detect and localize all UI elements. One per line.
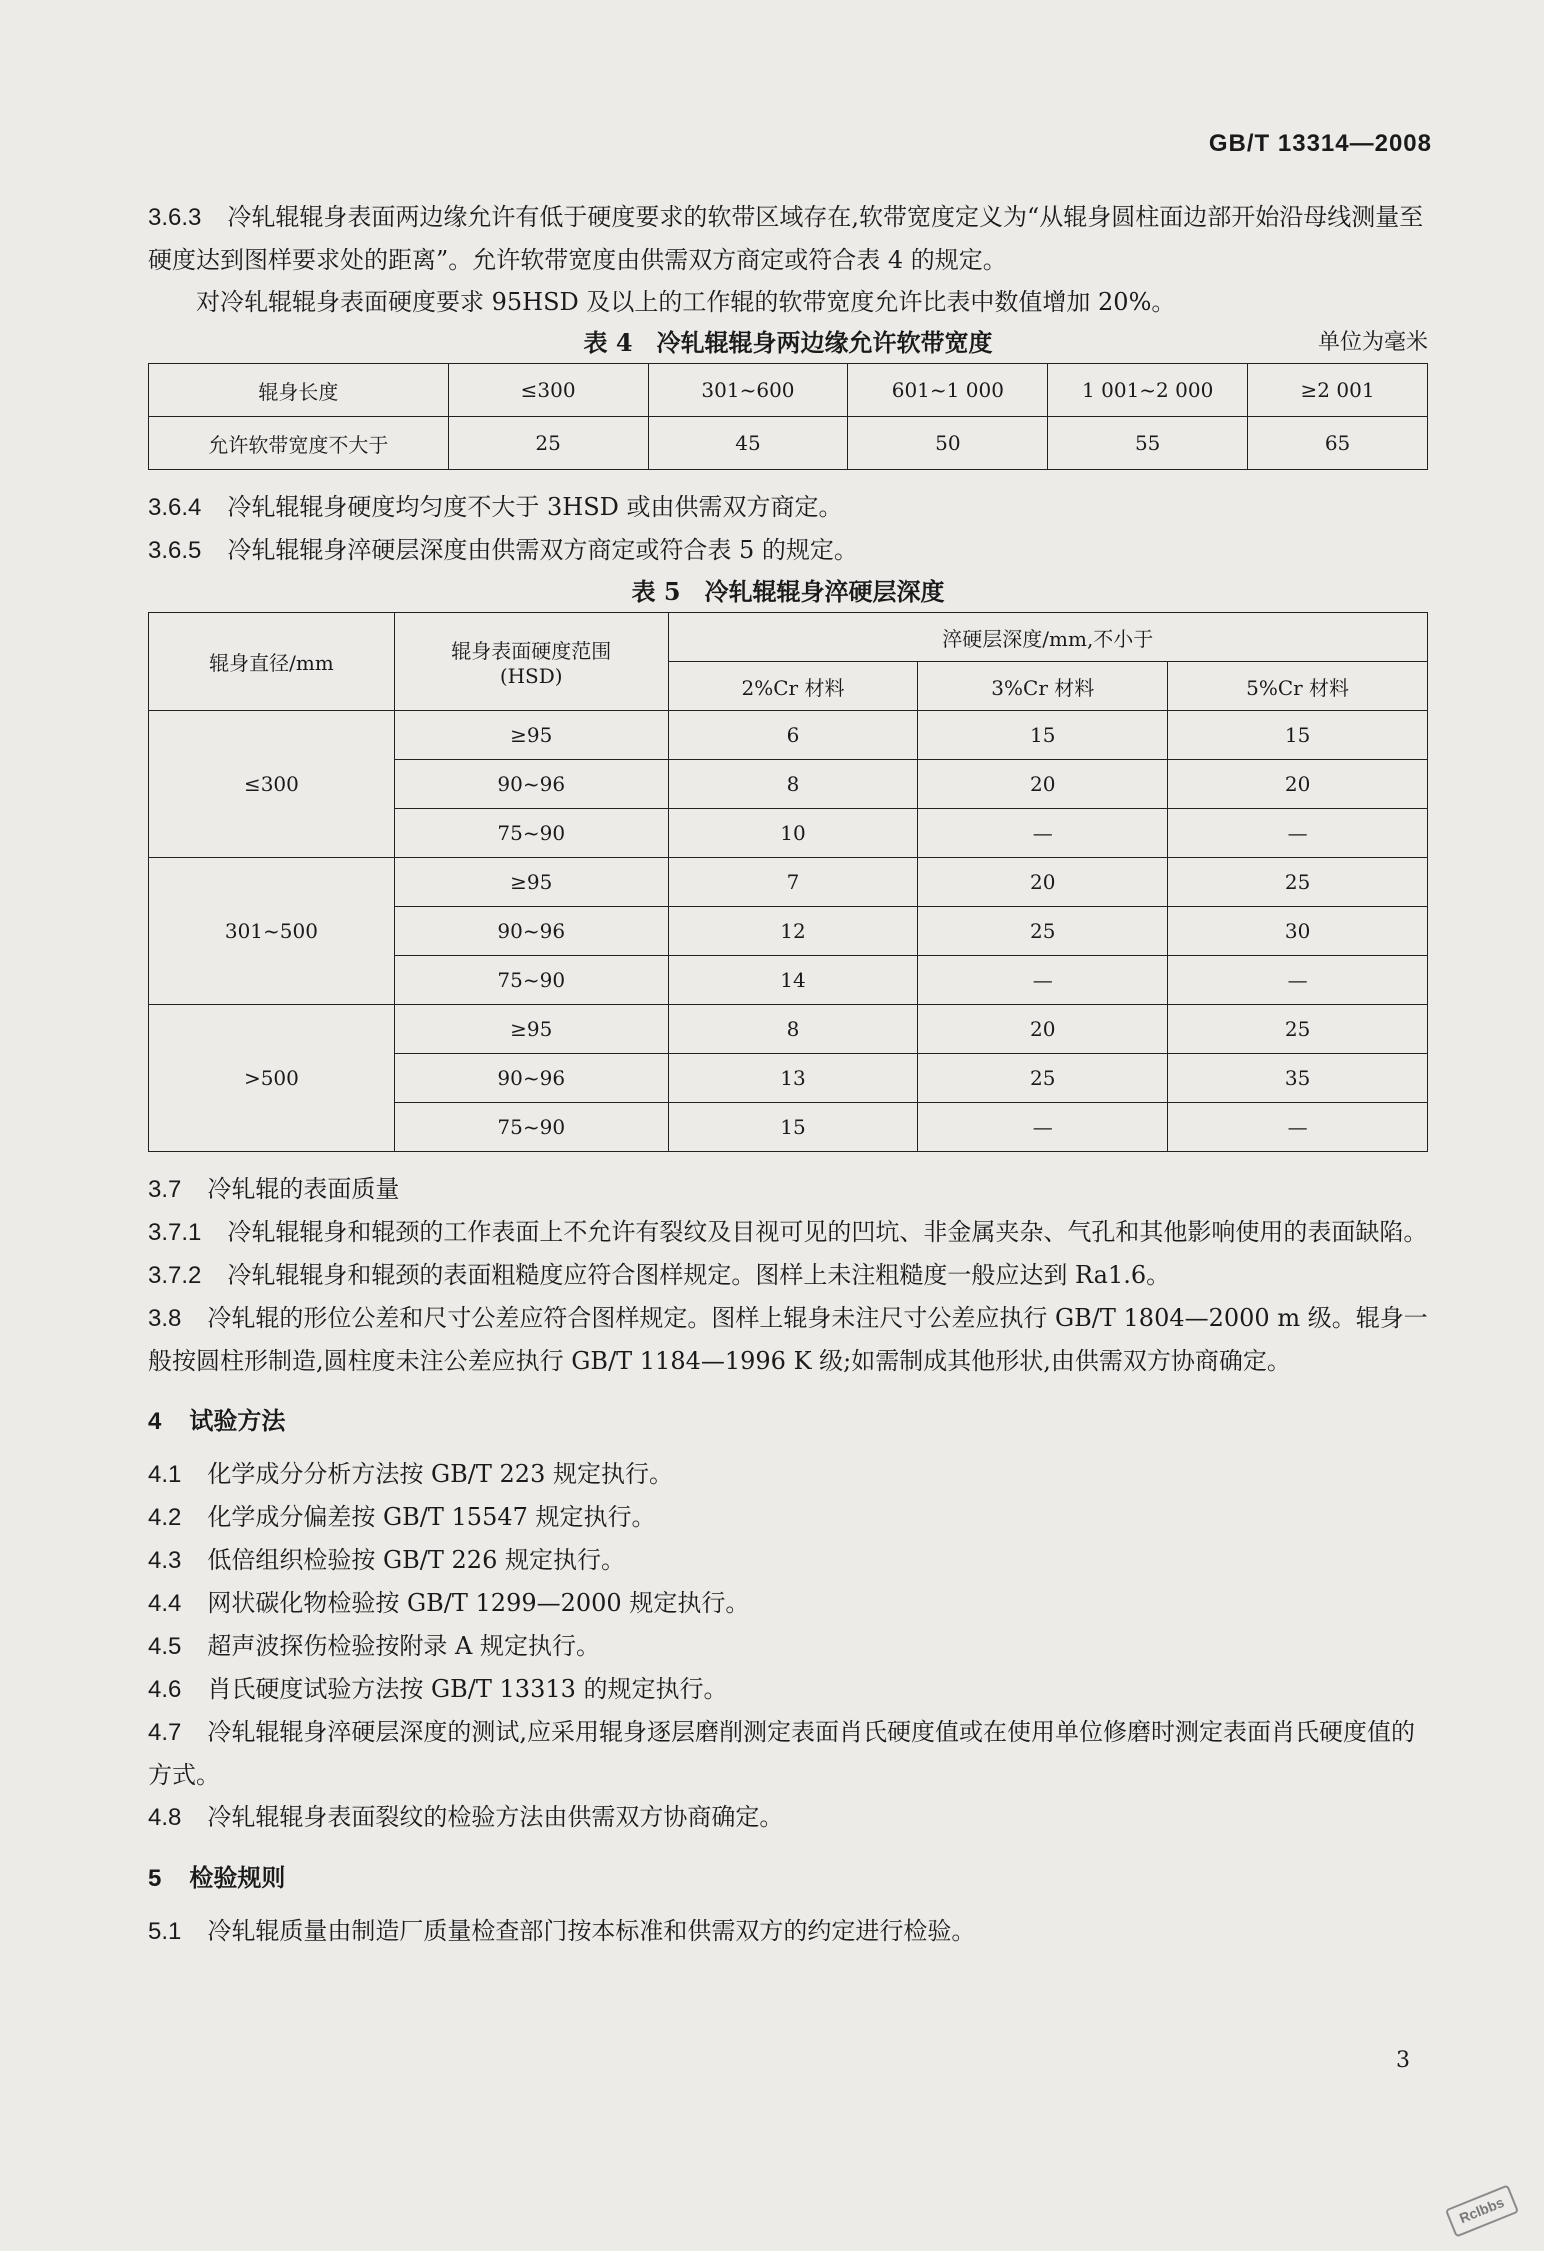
table5-body [149, 711, 1428, 1152]
clause-number: 3.8 [148, 1305, 182, 1332]
page-number: 3 [1396, 2048, 1410, 2073]
clause-3-7-1 [148, 1211, 1428, 1254]
table-cell: — [1168, 956, 1428, 1005]
clause-text: 冷轧辊辊身淬硬层深度由供需双方商定或符合表 5 的规定。 [227, 536, 858, 564]
table-cell: 15 [1168, 711, 1428, 760]
clause-4-6 [148, 1668, 1428, 1711]
table-cell: 75~90 [394, 956, 668, 1005]
clause-text: 低倍组织检验按 GB/T 226 规定执行。 [207, 1546, 625, 1574]
table-cell: 15 [918, 711, 1168, 760]
clause-text: 冷轧辊辊身淬硬层深度的测试,应采用辊身逐层磨削测定表面肖氏硬度值或在使用单位修磨时测定表面肖氏硬度值的方式。 [148, 1718, 1416, 1789]
table5-header-cr3: 3%Cr 材料 [918, 662, 1168, 711]
clause-text: 冷轧辊辊身表面裂纹的检验方法由供需双方协商确定。 [207, 1803, 784, 1831]
section-title: 检验规则 [189, 1863, 286, 1892]
table-cell: ≤300 [448, 364, 648, 417]
clause-number: 4.3 [148, 1547, 182, 1574]
table-cell: 55 [1048, 417, 1248, 470]
clause-number: 4.5 [148, 1633, 182, 1660]
table-cell: 90~96 [394, 1054, 668, 1103]
table-cell: 25 [1168, 858, 1428, 907]
table-cell: 301~600 [648, 364, 848, 417]
table5-header-depth: 淬硬层深度/mm,不小于 [668, 613, 1427, 662]
table-cell: 15 [668, 1103, 918, 1152]
table-cell: 20 [918, 1005, 1168, 1054]
table5 [148, 612, 1428, 1152]
clause-number: 3.6.5 [148, 537, 202, 564]
clause-3-6-5 [148, 529, 1428, 572]
clause-text: 冷轧辊的形位公差和尺寸公差应符合图样规定。图样上辊身未注尺寸公差应执行 GB/T 1804—2000 m 级。辊身一般按圆柱形制造,圆柱度未注公差应执行 GB/T 1184—1996 K 级;如需制成其他形状,由供需双方协商确定。 [148, 1304, 1428, 1375]
header-line: 辊身表面硬度范围 [451, 639, 612, 663]
table-row [149, 417, 1428, 470]
table-cell: 601~1 000 [848, 364, 1048, 417]
clause-number: 3.6.3 [148, 204, 202, 231]
table-cell: 14 [668, 956, 918, 1005]
table-cell: 65 [1248, 417, 1428, 470]
clause-4-3 [148, 1539, 1428, 1582]
table-row [149, 858, 1428, 907]
clause-number: 3.7.1 [148, 1219, 202, 1246]
clause-text: 化学成分分析方法按 GB/T 223 规定执行。 [207, 1460, 673, 1488]
main-content [148, 196, 1428, 1953]
table-cell: 20 [918, 858, 1168, 907]
clause-text: 网状碳化物检验按 GB/T 1299—2000 规定执行。 [207, 1589, 750, 1617]
table-cell: 35 [1168, 1054, 1428, 1103]
section-number: 4 [148, 1408, 162, 1435]
table5-diameter-cell: >500 [149, 1005, 395, 1152]
clause-4-8 [148, 1796, 1428, 1839]
clause-text: 化学成分偏差按 GB/T 15547 规定执行。 [207, 1503, 656, 1531]
table-cell: 8 [668, 760, 918, 809]
section-5-heading [148, 1857, 1428, 1900]
table-cell: 12 [668, 907, 918, 956]
table-cell: — [918, 809, 1168, 858]
clause-number: 4.1 [148, 1461, 182, 1488]
table-cell: ≥95 [394, 711, 668, 760]
clause-3-6-3 [148, 196, 1428, 281]
table4 [148, 363, 1428, 470]
table-cell: 75~90 [394, 1103, 668, 1152]
table4-row-label: 辊身长度 [149, 364, 449, 417]
clause-4-5 [148, 1625, 1428, 1668]
table5-diameter-cell: ≤300 [149, 711, 395, 858]
section-4-heading [148, 1400, 1428, 1443]
table-cell: 6 [668, 711, 918, 760]
table-cell: 25 [918, 1054, 1168, 1103]
clause-text: 冷轧辊辊身和辊颈的工作表面上不允许有裂纹及目视可见的凹坑、非金属夹杂、气孔和其他影响使用的表面缺陷。 [227, 1218, 1428, 1246]
table-cell: — [1168, 809, 1428, 858]
table4-title: 表 4 冷轧辊辊身两边缘允许软带宽度 [583, 328, 993, 357]
clause-text: 冷轧辊辊身表面两边缘允许有低于硬度要求的软带区域存在,软带宽度定义为“从辊身圆柱面边部开始沿母线测量至硬度达到图样要求处的距离”。允许软带宽度由供需双方商定或符合表 4 的规定。 [148, 203, 1424, 274]
clause-3-7-2 [148, 1254, 1428, 1297]
section-4-list [148, 1453, 1428, 1839]
clause-text: 冷轧辊辊身硬度均匀度不大于 3HSD 或由供需双方商定。 [227, 493, 843, 521]
table-cell: 13 [668, 1054, 918, 1103]
table5-header-diameter: 辊身直径/mm [149, 613, 395, 711]
clause-4-7 [148, 1711, 1428, 1796]
clause-3-8 [148, 1297, 1428, 1382]
table-cell: ≥95 [394, 858, 668, 907]
clause-number: 4.8 [148, 1804, 182, 1831]
table5-header-cr5: 5%Cr 材料 [1168, 662, 1428, 711]
clause-text: 肖氏硬度试验方法按 GB/T 13313 的规定执行。 [207, 1675, 728, 1703]
table-cell: 7 [668, 858, 918, 907]
table5-title: 表 5 冷轧辊辊身淬硬层深度 [631, 577, 945, 606]
table-cell: 10 [668, 809, 918, 858]
section-title: 试验方法 [189, 1406, 286, 1435]
header-line: (HSD) [499, 664, 563, 688]
clause-3-7 [148, 1168, 1428, 1211]
table-cell: ≥2 001 [1248, 364, 1428, 417]
clause-number: 4.4 [148, 1590, 182, 1617]
clause-4-2 [148, 1496, 1428, 1539]
table-cell: 20 [1168, 760, 1428, 809]
section-number: 5 [148, 1865, 162, 1892]
clause-number: 3.6.4 [148, 494, 202, 521]
table-cell: 75~90 [394, 809, 668, 858]
table-cell: 25 [918, 907, 1168, 956]
watermark-stamp: Rclbbs [1445, 2184, 1519, 2237]
clause-number: 4.7 [148, 1719, 182, 1746]
table-cell: ≥95 [394, 1005, 668, 1054]
table-cell: 8 [668, 1005, 918, 1054]
clause-number: 4.2 [148, 1504, 182, 1531]
clause-number: 5.1 [148, 1918, 182, 1945]
clause-text: 冷轧辊质量由制造厂质量检查部门按本标准和供需双方的约定进行检验。 [207, 1917, 976, 1945]
table5-caption [148, 572, 1428, 612]
table-cell: — [918, 956, 1168, 1005]
clause-number: 3.7.2 [148, 1262, 202, 1289]
table-row [149, 1005, 1428, 1054]
table-cell: — [1168, 1103, 1428, 1152]
clause-text: 冷轧辊辊身和辊颈的表面粗糙度应符合图样规定。图样上未注粗糙度一般应达到 Ra1.6。 [227, 1261, 1171, 1289]
table-row [149, 711, 1428, 760]
clause-3-6-3-note: 对冷轧辊辊身表面硬度要求 95HSD 及以上的工作辊的软带宽度允许比表中数值增加 20%。 [196, 288, 1176, 316]
clause-4-1 [148, 1453, 1428, 1496]
standard-code: GB/T 13314—2008 [1208, 130, 1432, 157]
table4-row-label: 允许软带宽度不大于 [149, 417, 449, 470]
table-header-row [149, 613, 1428, 662]
clause-4-4 [148, 1582, 1428, 1625]
clause-3-6-4 [148, 486, 1428, 529]
table-cell: 30 [1168, 907, 1428, 956]
table-cell: 1 001~2 000 [1048, 364, 1248, 417]
table-cell: — [918, 1103, 1168, 1152]
table-cell: 20 [918, 760, 1168, 809]
clause-text: 超声波探伤检验按附录 A 规定执行。 [207, 1632, 600, 1660]
section-5-list [148, 1910, 1428, 1953]
table-cell: 45 [648, 417, 848, 470]
table5-header-hardness [394, 613, 668, 711]
clause-number: 3.7 [148, 1176, 182, 1203]
clause-number: 4.6 [148, 1676, 182, 1703]
table5-diameter-cell: 301~500 [149, 858, 395, 1005]
table-cell: 90~96 [394, 760, 668, 809]
table-row [149, 364, 1428, 417]
table4-unit: 单位为毫米 [1317, 330, 1428, 355]
table5-header-cr2: 2%Cr 材料 [668, 662, 918, 711]
clause-text: 冷轧辊的表面质量 [207, 1175, 400, 1203]
table-cell: 25 [1168, 1005, 1428, 1054]
clause-5-1 [148, 1910, 1428, 1953]
table4-caption [148, 323, 1428, 363]
table-cell: 25 [448, 417, 648, 470]
table-cell: 50 [848, 417, 1048, 470]
table-cell: 90~96 [394, 907, 668, 956]
